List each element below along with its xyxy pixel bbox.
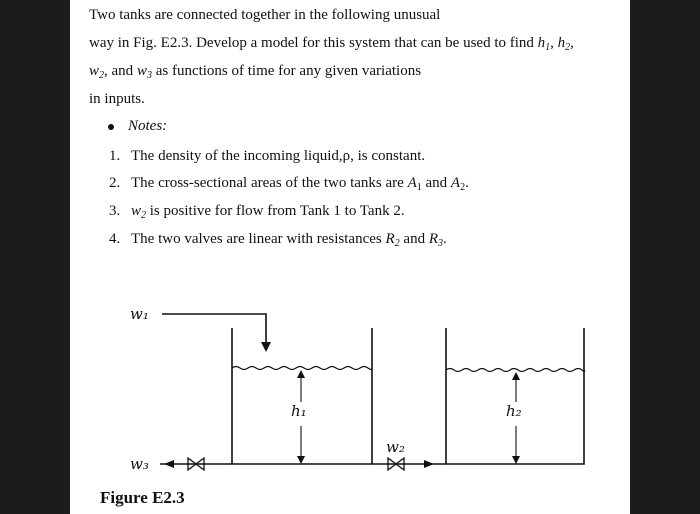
w3-label: w₃ xyxy=(130,455,149,473)
w2-flow-arrow-icon xyxy=(424,460,434,468)
note-item-1: 1. The density of the incoming liquid,ρ, is constant. xyxy=(109,148,426,164)
problem-text-line-2: way in Fig. E2.3. Develop a model for this system that can be used to find $h_1$, $h_2$, xyxy=(89,35,574,53)
inlet-pipe xyxy=(162,314,266,346)
tank-1 xyxy=(232,328,372,464)
w1-label: w₁ xyxy=(130,305,149,323)
h2-arrowhead-up-icon xyxy=(512,372,520,380)
note-item-4: 4. The two valves are linear with resistances $R_2$ and $R_3$. xyxy=(109,231,447,249)
w2-label: w₂ xyxy=(386,438,405,456)
document-page xyxy=(70,0,630,514)
h2-label: h₂ xyxy=(506,402,522,420)
h1-arrowhead-up-icon xyxy=(297,370,305,378)
problem-text-line-1: Two tanks are connected together in the following unusual xyxy=(89,7,441,23)
tank-2 xyxy=(446,328,584,464)
note-item-3: 3. $w_2$ is positive for flow from Tank 1 to Tank 2. xyxy=(109,203,405,221)
notes-heading: Notes: xyxy=(108,118,167,135)
h2-arrowhead-down-icon xyxy=(512,456,520,464)
tank-2-liquid-surface xyxy=(446,369,585,372)
problem-text-line-4: in inputs. xyxy=(89,91,145,107)
two-tank-diagram xyxy=(70,290,630,486)
inlet-arrow-icon xyxy=(261,342,271,352)
h1-arrowhead-down-icon xyxy=(297,456,305,464)
w3-flow-arrow-icon xyxy=(164,460,174,468)
note-item-2: 2. The cross-sectional areas of the two tanks are $A_1$ and $A_2$. xyxy=(109,175,469,193)
h1-label: h₁ xyxy=(291,402,307,420)
problem-text-line-3: $w_2$, and $w_3$ as functions of time for any given variations xyxy=(89,63,422,81)
bullet-icon xyxy=(108,124,114,130)
figure-caption: Figure E2.3 xyxy=(100,488,185,507)
tank-1-liquid-surface xyxy=(232,367,372,370)
